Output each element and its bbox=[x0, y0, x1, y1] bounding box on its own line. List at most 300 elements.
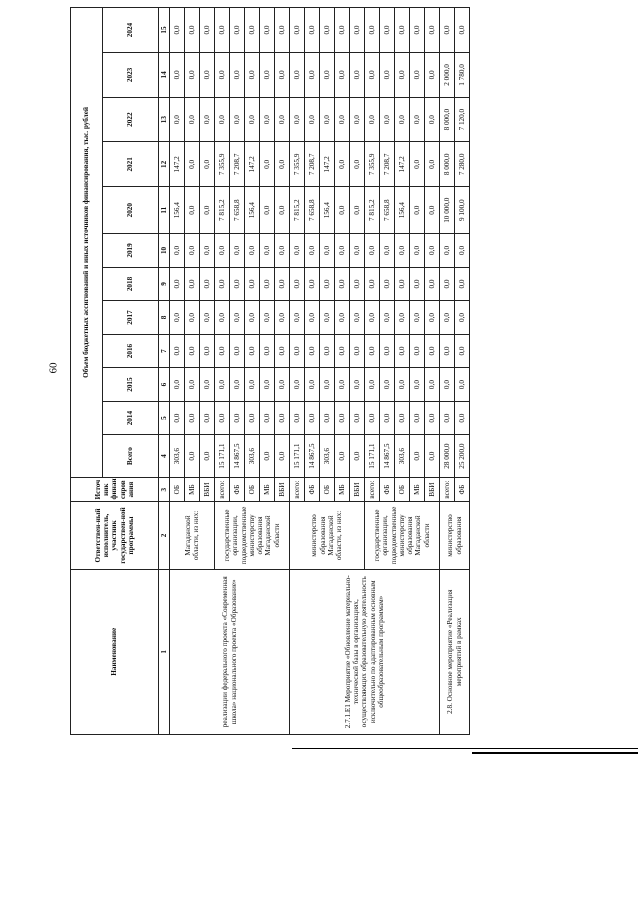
header-year: 2018 bbox=[103, 267, 159, 301]
total-cell: 0,0 bbox=[260, 435, 275, 477]
value-cell: 0,0 bbox=[260, 368, 275, 402]
total-cell: 14 867,5 bbox=[230, 435, 245, 477]
value-cell: 0,0 bbox=[305, 234, 320, 268]
value-cell: 8 000,0 bbox=[440, 142, 455, 187]
value-cell: 0,0 bbox=[245, 234, 260, 268]
source-cell: МБ bbox=[410, 477, 425, 502]
value-cell: 1 780,0 bbox=[455, 53, 470, 98]
col-number: 7 bbox=[159, 334, 170, 368]
value-cell: 7 208,7 bbox=[305, 142, 320, 187]
value-cell: 0,0 bbox=[260, 97, 275, 142]
value-cell: 0,0 bbox=[350, 8, 365, 53]
value-cell: 0,0 bbox=[170, 234, 185, 268]
value-cell: 0,0 bbox=[305, 267, 320, 301]
value-cell: 0,0 bbox=[365, 301, 380, 335]
value-cell: 147,2 bbox=[320, 142, 335, 187]
value-cell: 0,0 bbox=[410, 401, 425, 435]
value-cell: 0,0 bbox=[200, 97, 215, 142]
total-cell: 15 171,1 bbox=[215, 435, 230, 477]
value-cell: 7 355,9 bbox=[215, 142, 230, 187]
value-cell: 0,0 bbox=[440, 234, 455, 268]
value-cell: 0,0 bbox=[455, 234, 470, 268]
value-cell: 0,0 bbox=[335, 401, 350, 435]
value-cell: 0,0 bbox=[275, 368, 290, 402]
value-cell: 0,0 bbox=[305, 97, 320, 142]
value-cell: 0,0 bbox=[380, 334, 395, 368]
value-cell: 7 355,9 bbox=[290, 142, 305, 187]
value-cell: 0,0 bbox=[245, 97, 260, 142]
value-cell: 0,0 bbox=[215, 8, 230, 53]
value-cell: 0,0 bbox=[395, 401, 410, 435]
value-cell: 7 208,7 bbox=[230, 142, 245, 187]
value-cell: 0,0 bbox=[245, 334, 260, 368]
value-cell: 0,0 bbox=[455, 301, 470, 335]
responsible-cell: министерство образования bbox=[440, 502, 470, 569]
value-cell: 0,0 bbox=[305, 401, 320, 435]
value-cell: 0,0 bbox=[185, 53, 200, 98]
value-cell: 0,0 bbox=[350, 53, 365, 98]
value-cell: 0,0 bbox=[260, 53, 275, 98]
value-cell: 0,0 bbox=[365, 53, 380, 98]
value-cell: 0,0 bbox=[200, 368, 215, 402]
value-cell: 0,0 bbox=[320, 53, 335, 98]
value-cell: 8 000,0 bbox=[440, 97, 455, 142]
header-year: 2014 bbox=[103, 401, 159, 435]
value-cell: 0,0 bbox=[380, 234, 395, 268]
value-cell: 0,0 bbox=[335, 53, 350, 98]
source-cell: всего: bbox=[365, 477, 380, 502]
value-cell: 0,0 bbox=[230, 53, 245, 98]
value-cell: 0,0 bbox=[380, 53, 395, 98]
value-cell: 0,0 bbox=[380, 8, 395, 53]
source-cell: ВБИ bbox=[275, 477, 290, 502]
responsible-cell: государственные организации, подведомственные министерству образования Магаданской области bbox=[215, 502, 290, 569]
col-number: 4 bbox=[159, 435, 170, 477]
value-cell: 0,0 bbox=[350, 334, 365, 368]
total-cell: 14 867,5 bbox=[380, 435, 395, 477]
value-cell: 0,0 bbox=[185, 97, 200, 142]
value-cell: 0,0 bbox=[320, 368, 335, 402]
value-cell: 0,0 bbox=[290, 97, 305, 142]
value-cell: 0,0 bbox=[215, 267, 230, 301]
value-cell: 0,0 bbox=[350, 267, 365, 301]
value-cell: 0,0 bbox=[425, 187, 440, 234]
value-cell: 0,0 bbox=[440, 267, 455, 301]
value-cell: 0,0 bbox=[170, 401, 185, 435]
value-cell: 0,0 bbox=[230, 401, 245, 435]
footer-rule-thick bbox=[472, 752, 638, 754]
col-number: 5 bbox=[159, 401, 170, 435]
header-responsible: Ответствен-ный исполнитель, участник государствен-ной программы bbox=[71, 502, 159, 569]
value-cell: 0,0 bbox=[215, 301, 230, 335]
value-cell: 147,2 bbox=[170, 142, 185, 187]
value-cell: 0,0 bbox=[365, 401, 380, 435]
total-cell: 0,0 bbox=[350, 435, 365, 477]
source-cell: ФБ bbox=[305, 477, 320, 502]
value-cell: 0,0 bbox=[335, 8, 350, 53]
value-cell: 0,0 bbox=[425, 267, 440, 301]
total-cell: 14 867,5 bbox=[305, 435, 320, 477]
value-cell: 0,0 bbox=[290, 8, 305, 53]
total-cell: 0,0 bbox=[335, 435, 350, 477]
value-cell: 0,0 bbox=[320, 401, 335, 435]
value-cell: 0,0 bbox=[320, 267, 335, 301]
value-cell: 0,0 bbox=[380, 401, 395, 435]
value-cell: 0,0 bbox=[245, 8, 260, 53]
value-cell: 0,0 bbox=[185, 368, 200, 402]
value-cell: 0,0 bbox=[275, 301, 290, 335]
source-cell: ОБ bbox=[395, 477, 410, 502]
value-cell: 0,0 bbox=[275, 187, 290, 234]
responsible-cell: министерство образования Магаданской области, из них: bbox=[290, 502, 365, 569]
value-cell: 0,0 bbox=[425, 8, 440, 53]
value-cell: 0,0 bbox=[335, 234, 350, 268]
value-cell: 0,0 bbox=[230, 234, 245, 268]
value-cell: 0,0 bbox=[275, 401, 290, 435]
value-cell: 0,0 bbox=[275, 8, 290, 53]
value-cell: 0,0 bbox=[440, 8, 455, 53]
value-cell: 7 208,7 bbox=[380, 142, 395, 187]
value-cell: 0,0 bbox=[260, 401, 275, 435]
value-cell: 0,0 bbox=[410, 142, 425, 187]
value-cell: 7 815,2 bbox=[215, 187, 230, 234]
value-cell: 0,0 bbox=[305, 8, 320, 53]
value-cell: 0,0 bbox=[275, 142, 290, 187]
value-cell: 0,0 bbox=[410, 234, 425, 268]
value-cell: 0,0 bbox=[350, 97, 365, 142]
header-name: Наименование bbox=[71, 569, 159, 734]
source-cell: МБ bbox=[185, 477, 200, 502]
header-year: 2017 bbox=[103, 301, 159, 335]
value-cell: 7 815,2 bbox=[365, 187, 380, 234]
value-cell: 0,0 bbox=[275, 267, 290, 301]
value-cell: 0,0 bbox=[215, 334, 230, 368]
value-cell: 0,0 bbox=[395, 53, 410, 98]
value-cell: 0,0 bbox=[245, 267, 260, 301]
header-source: Источ ник финан сиров ания bbox=[71, 477, 159, 502]
total-cell: 303,6 bbox=[245, 435, 260, 477]
source-cell: МБ bbox=[335, 477, 350, 502]
col-number: 8 bbox=[159, 301, 170, 335]
table-row bbox=[440, 8, 455, 735]
value-cell: 0,0 bbox=[215, 234, 230, 268]
value-cell: 0,0 bbox=[395, 97, 410, 142]
value-cell: 147,2 bbox=[395, 142, 410, 187]
col-number: 6 bbox=[159, 368, 170, 402]
source-cell: ВБИ bbox=[200, 477, 215, 502]
value-cell: 0,0 bbox=[395, 234, 410, 268]
value-cell: 0,0 bbox=[200, 8, 215, 53]
value-cell: 0,0 bbox=[275, 97, 290, 142]
value-cell: 0,0 bbox=[245, 401, 260, 435]
value-cell: 0,0 bbox=[335, 187, 350, 234]
value-cell: 0,0 bbox=[170, 267, 185, 301]
responsible-cell: Магаданской области, из них: bbox=[170, 502, 215, 569]
value-cell: 0,0 bbox=[455, 334, 470, 368]
value-cell: 0,0 bbox=[170, 301, 185, 335]
value-cell: 0,0 bbox=[215, 53, 230, 98]
value-cell: 0,0 bbox=[350, 142, 365, 187]
value-cell: 0,0 bbox=[395, 301, 410, 335]
col-number: 11 bbox=[159, 187, 170, 234]
value-cell: 0,0 bbox=[395, 8, 410, 53]
row-name: 2.7.1.Е1 Мероприятие «Обновление материально-технической базы в организациях, осуществляющих образовательную деятельность исключительно по адаптированным основным общеобразовательным программам» bbox=[290, 569, 440, 734]
value-cell: 0,0 bbox=[305, 53, 320, 98]
value-cell: 156,4 bbox=[320, 187, 335, 234]
value-cell: 0,0 bbox=[425, 401, 440, 435]
value-cell: 0,0 bbox=[335, 301, 350, 335]
value-cell: 0,0 bbox=[200, 401, 215, 435]
value-cell: 0,0 bbox=[170, 368, 185, 402]
total-cell: 303,6 bbox=[320, 435, 335, 477]
value-cell: 0,0 bbox=[185, 187, 200, 234]
value-cell: 0,0 bbox=[410, 368, 425, 402]
value-cell: 0,0 bbox=[215, 368, 230, 402]
value-cell: 0,0 bbox=[170, 8, 185, 53]
value-cell: 0,0 bbox=[410, 187, 425, 234]
header-year: 2024 bbox=[103, 8, 159, 53]
value-cell: 0,0 bbox=[260, 301, 275, 335]
value-cell: 147,2 bbox=[245, 142, 260, 187]
value-cell: 0,0 bbox=[425, 368, 440, 402]
header-year: 2022 bbox=[103, 97, 159, 142]
value-cell: 0,0 bbox=[170, 97, 185, 142]
header-funding-title: Объем бюджетных ассигнований и иных источников финансирования, тыс. рублей bbox=[71, 8, 103, 478]
col-number: 14 bbox=[159, 53, 170, 98]
header-year: 2023 bbox=[103, 53, 159, 98]
total-cell: 0,0 bbox=[275, 435, 290, 477]
col-number: 2 bbox=[159, 502, 170, 569]
source-cell: ВБИ bbox=[350, 477, 365, 502]
table-row bbox=[170, 8, 185, 735]
value-cell: 0,0 bbox=[425, 301, 440, 335]
value-cell: 7 355,9 bbox=[365, 142, 380, 187]
value-cell: 0,0 bbox=[410, 334, 425, 368]
value-cell: 0,0 bbox=[320, 334, 335, 368]
value-cell: 0,0 bbox=[305, 334, 320, 368]
value-cell: 0,0 bbox=[305, 301, 320, 335]
value-cell: 0,0 bbox=[290, 334, 305, 368]
value-cell: 0,0 bbox=[410, 267, 425, 301]
value-cell: 0,0 bbox=[185, 142, 200, 187]
value-cell: 0,0 bbox=[185, 267, 200, 301]
value-cell: 0,0 bbox=[380, 97, 395, 142]
value-cell: 0,0 bbox=[170, 334, 185, 368]
source-cell: ВБИ bbox=[425, 477, 440, 502]
value-cell: 0,0 bbox=[200, 301, 215, 335]
value-cell: 0,0 bbox=[260, 142, 275, 187]
total-cell: 28 000,0 bbox=[440, 435, 455, 477]
value-cell: 0,0 bbox=[335, 368, 350, 402]
value-cell: 0,0 bbox=[215, 97, 230, 142]
value-cell: 0,0 bbox=[335, 334, 350, 368]
source-cell: ОБ bbox=[245, 477, 260, 502]
header-year: 2019 bbox=[103, 234, 159, 268]
value-cell: 0,0 bbox=[185, 334, 200, 368]
source-cell: всего: bbox=[290, 477, 305, 502]
source-cell: ФБ bbox=[380, 477, 395, 502]
value-cell: 0,0 bbox=[410, 8, 425, 53]
total-cell: 0,0 bbox=[425, 435, 440, 477]
value-cell: 156,4 bbox=[395, 187, 410, 234]
total-cell: 0,0 bbox=[185, 435, 200, 477]
value-cell: 0,0 bbox=[275, 334, 290, 368]
value-cell: 0,0 bbox=[455, 267, 470, 301]
total-cell: 15 171,1 bbox=[365, 435, 380, 477]
value-cell: 0,0 bbox=[425, 234, 440, 268]
value-cell: 0,0 bbox=[350, 187, 365, 234]
total-cell: 25 200,0 bbox=[455, 435, 470, 477]
value-cell: 0,0 bbox=[185, 301, 200, 335]
value-cell: 0,0 bbox=[260, 267, 275, 301]
value-cell: 0,0 bbox=[335, 267, 350, 301]
value-cell: 7 658,8 bbox=[380, 187, 395, 234]
value-cell: 0,0 bbox=[350, 234, 365, 268]
column-number-row bbox=[159, 8, 170, 735]
page-number: 60 bbox=[47, 362, 60, 374]
value-cell: 0,0 bbox=[320, 234, 335, 268]
header-year: 2021 bbox=[103, 142, 159, 187]
value-cell: 0,0 bbox=[290, 368, 305, 402]
value-cell: 0,0 bbox=[320, 8, 335, 53]
value-cell: 0,0 bbox=[290, 53, 305, 98]
value-cell: 0,0 bbox=[410, 97, 425, 142]
total-cell: 15 171,1 bbox=[290, 435, 305, 477]
value-cell: 0,0 bbox=[320, 97, 335, 142]
row-name: 2.8. Основное мероприятие «Реализация мероприятий в рамках bbox=[440, 569, 470, 734]
responsible-cell: государственные организации, подведомственные министерству образования Магаданской области bbox=[365, 502, 440, 569]
value-cell: 0,0 bbox=[455, 8, 470, 53]
value-cell: 0,0 bbox=[200, 234, 215, 268]
header-year: 2016 bbox=[103, 334, 159, 368]
value-cell: 0,0 bbox=[230, 368, 245, 402]
value-cell: 7 815,2 bbox=[290, 187, 305, 234]
value-cell: 0,0 bbox=[380, 267, 395, 301]
header-year: 2020 bbox=[103, 187, 159, 234]
col-number: 9 bbox=[159, 267, 170, 301]
value-cell: 0,0 bbox=[365, 334, 380, 368]
value-cell: 0,0 bbox=[260, 234, 275, 268]
value-cell: 156,4 bbox=[170, 187, 185, 234]
value-cell: 0,0 bbox=[350, 301, 365, 335]
value-cell: 0,0 bbox=[230, 301, 245, 335]
value-cell: 0,0 bbox=[395, 334, 410, 368]
value-cell: 7 658,8 bbox=[305, 187, 320, 234]
value-cell: 0,0 bbox=[170, 53, 185, 98]
value-cell: 156,4 bbox=[245, 187, 260, 234]
value-cell: 0,0 bbox=[335, 97, 350, 142]
value-cell: 0,0 bbox=[200, 142, 215, 187]
value-cell: 0,0 bbox=[320, 301, 335, 335]
value-cell: 0,0 bbox=[425, 142, 440, 187]
value-cell: 0,0 bbox=[365, 8, 380, 53]
value-cell: 0,0 bbox=[455, 368, 470, 402]
source-cell: всего: bbox=[440, 477, 455, 502]
col-number: 15 bbox=[159, 8, 170, 53]
funding-table bbox=[70, 7, 470, 735]
col-number: 3 bbox=[159, 477, 170, 502]
value-cell: 0,0 bbox=[230, 8, 245, 53]
table-row bbox=[290, 8, 305, 735]
value-cell: 0,0 bbox=[260, 8, 275, 53]
value-cell: 0,0 bbox=[440, 401, 455, 435]
value-cell: 0,0 bbox=[350, 368, 365, 402]
value-cell: 2 000,0 bbox=[440, 53, 455, 98]
value-cell: 0,0 bbox=[425, 334, 440, 368]
value-cell: 0,0 bbox=[365, 97, 380, 142]
total-cell: 0,0 bbox=[200, 435, 215, 477]
value-cell: 7 120,0 bbox=[455, 97, 470, 142]
value-cell: 0,0 bbox=[410, 53, 425, 98]
value-cell: 0,0 bbox=[440, 368, 455, 402]
total-cell: 0,0 bbox=[410, 435, 425, 477]
value-cell: 0,0 bbox=[275, 234, 290, 268]
value-cell: 9 100,0 bbox=[455, 187, 470, 234]
value-cell: 0,0 bbox=[260, 187, 275, 234]
col-number: 12 bbox=[159, 142, 170, 187]
value-cell: 0,0 bbox=[425, 53, 440, 98]
value-cell: 0,0 bbox=[395, 368, 410, 402]
source-cell: МБ bbox=[260, 477, 275, 502]
value-cell: 0,0 bbox=[365, 267, 380, 301]
source-cell: ОБ bbox=[320, 477, 335, 502]
total-cell: 303,6 bbox=[395, 435, 410, 477]
value-cell: 0,0 bbox=[230, 334, 245, 368]
col-number: 10 bbox=[159, 234, 170, 268]
value-cell: 0,0 bbox=[290, 267, 305, 301]
value-cell: 0,0 bbox=[395, 267, 410, 301]
value-cell: 0,0 bbox=[200, 267, 215, 301]
value-cell: 0,0 bbox=[245, 301, 260, 335]
value-cell: 0,0 bbox=[290, 401, 305, 435]
value-cell: 7 280,0 bbox=[455, 142, 470, 187]
value-cell: 0,0 bbox=[335, 142, 350, 187]
value-cell: 10 000,0 bbox=[440, 187, 455, 234]
value-cell: 0,0 bbox=[365, 234, 380, 268]
value-cell: 0,0 bbox=[185, 8, 200, 53]
value-cell: 0,0 bbox=[200, 187, 215, 234]
value-cell: 0,0 bbox=[290, 234, 305, 268]
value-cell: 0,0 bbox=[425, 97, 440, 142]
footer-rule bbox=[292, 748, 638, 749]
source-cell: ФБ bbox=[455, 477, 470, 502]
col-number: 13 bbox=[159, 97, 170, 142]
value-cell: 0,0 bbox=[245, 53, 260, 98]
value-cell: 0,0 bbox=[185, 234, 200, 268]
row-name: реализации федерального проекта «Современная школа» национального проекта «Образование» bbox=[170, 569, 290, 734]
value-cell: 0,0 bbox=[230, 97, 245, 142]
value-cell: 0,0 bbox=[455, 401, 470, 435]
value-cell: 0,0 bbox=[275, 53, 290, 98]
header-total: Всего bbox=[103, 435, 159, 477]
value-cell: 0,0 bbox=[230, 267, 245, 301]
value-cell: 0,0 bbox=[200, 334, 215, 368]
value-cell: 0,0 bbox=[410, 301, 425, 335]
source-cell: всего: bbox=[215, 477, 230, 502]
value-cell: 0,0 bbox=[215, 401, 230, 435]
col-number: 1 bbox=[159, 569, 170, 734]
value-cell: 0,0 bbox=[365, 368, 380, 402]
value-cell: 0,0 bbox=[290, 301, 305, 335]
value-cell: 0,0 bbox=[245, 368, 260, 402]
source-cell: ОБ bbox=[170, 477, 185, 502]
value-cell: 0,0 bbox=[380, 301, 395, 335]
value-cell: 0,0 bbox=[185, 401, 200, 435]
total-cell: 303,6 bbox=[170, 435, 185, 477]
value-cell: 0,0 bbox=[350, 401, 365, 435]
value-cell: 0,0 bbox=[440, 334, 455, 368]
value-cell: 0,0 bbox=[260, 334, 275, 368]
